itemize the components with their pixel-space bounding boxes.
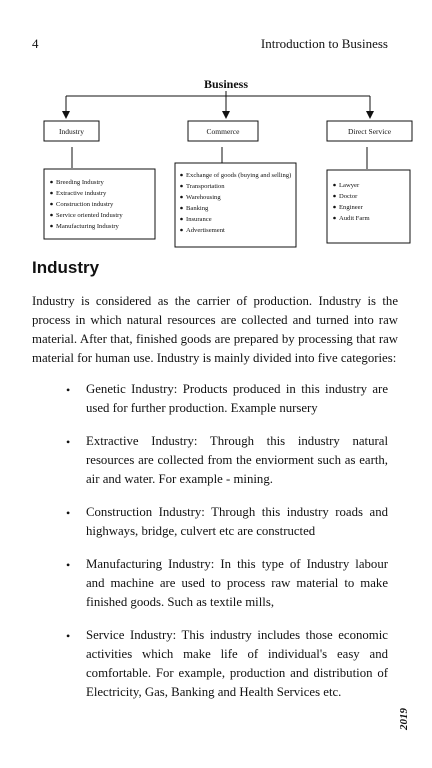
diagram-arrowheads [62,111,374,119]
intro-paragraph: Industry is considered as the carrier of production. Industry is the process in which natural resources are collected and turned into raw material. After that, finished goods are prepared by processing that raw material for human use. Industry is mainly divided into five categories: [32,294,398,365]
list-item [66,432,388,489]
category-text: Service Industry: This industry includes those economic activities which make life of individual's easy and comfortable. For example, production and distribution of Electricity, Gas, Banking and Health Services etc. [86,628,388,699]
direct-service-items-box [327,170,410,243]
commerce-item: Transportation [186,183,225,190]
category-text: Extractive Industry: Through this industry natural resources are collected from the enviorment such as earth, air and water. For example - mining. [86,434,388,486]
industry-item: Service oriented Industry [56,212,123,219]
commerce-items-box [175,163,296,247]
commerce-item: Warehousing [186,194,221,201]
section-title: Industry [32,258,100,277]
commerce-item: Advertisement [186,227,225,234]
category-text: Genetic Industry: Products produced in this industry are used for further production. Example nursery [86,382,388,415]
page-number: 4 [32,36,39,51]
list-item [66,380,388,418]
branch-direct-service [327,121,412,141]
branch-commerce [188,121,258,141]
branch-label: Direct Service [347,127,392,136]
bullet-icon: • [66,506,71,520]
diagram-root-label: Business [203,77,249,91]
edition-year: 2019 [398,708,410,730]
category-text: Manufacturing Industry: In this type of Industry labour and machine are used to process raw material to make finished goods. Such as textile mills, [86,557,388,609]
list-item [66,503,388,541]
bullet-icon: • [66,629,71,643]
direct-service-item: Doctor [339,193,358,200]
direct-service-item: Audit Farm [339,215,370,222]
industry-item: Breeding Industry [56,179,104,186]
industry-item: Manufacturing Industry [56,223,119,230]
bullet-icon: • [66,558,71,572]
bullet-icon: • [66,383,71,397]
commerce-item: Banking [186,205,209,212]
direct-service-item: Lawyer [339,182,360,189]
bullet-icon: • [66,435,71,449]
running-title: Introduction to Business [260,36,388,51]
commerce-item: Exchange of goods (buying and selling) [186,172,292,179]
branch-label: Commerce [206,127,240,136]
business-classification-diagram [0,70,432,260]
commerce-item: Insurance [186,216,212,223]
list-item [66,626,388,702]
branch-label: Industry [59,127,84,136]
industry-items-box [44,169,155,239]
industry-item: Construction industry [56,201,114,208]
industry-categories-list [66,380,388,716]
branch-industry [44,121,99,141]
list-item [66,555,388,612]
category-text: Construction Industry: Through this industry roads and highways, bridge, culvert etc are constructed [86,505,388,538]
direct-service-item: Engineer [339,204,363,211]
industry-item: Extractive industry [56,190,107,197]
